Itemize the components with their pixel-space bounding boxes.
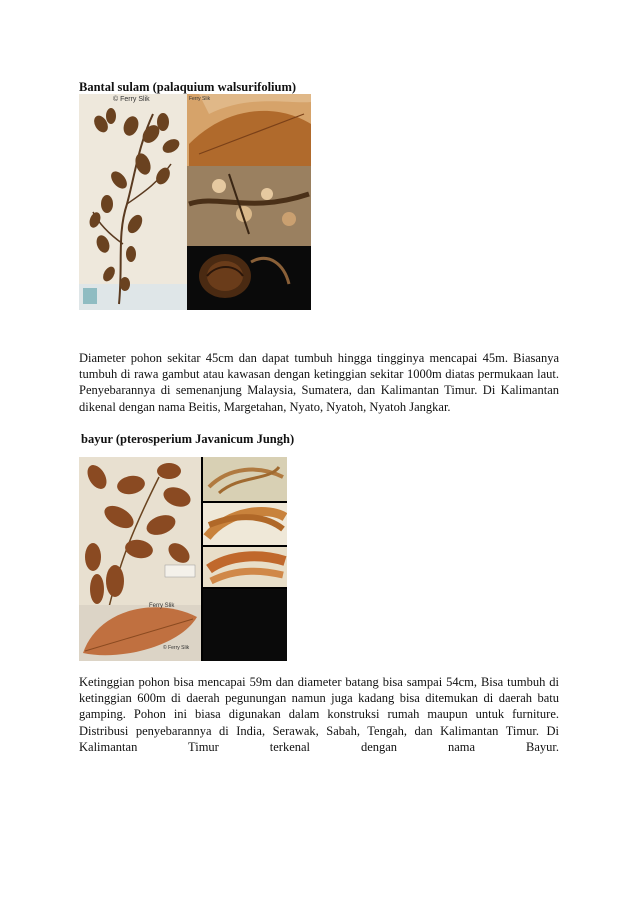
palaquium-specimen-figure — [79, 94, 311, 310]
section1-paragraph: Diameter pohon sekitar 45cm dan dapat tumbuh hingga tingginya mencapai 45m. Biasanya tumbuh di rawa gambut atau kawasan dengan ketinggian sekitar 1000m diatas permukaan laut. Penyebarannya di semenanjung Malaysia, Sumatera, dan Kalimantan Timur. Di Kalimantan dikenal dengan nama Beitis, Margetahan, Nyato, Nyatoh, Nyatoh Jangkar. — [79, 351, 559, 414]
pterospermum-specimen-illustration — [79, 457, 287, 661]
palaquium-specimen-illustration — [79, 94, 311, 310]
photo-credit: © Ferry Slik — [113, 96, 150, 103]
photo-credit-small: Ferry Slik — [189, 96, 211, 102]
section2-heading: bayur (pterosperium Javanicum Jungh) — [81, 432, 295, 446]
pterospermum-specimen-figure — [79, 457, 287, 661]
photo-credit: Ferry Slik — [149, 603, 175, 609]
section1-heading: Bantal sulam (palaquium walsurifolium) — [79, 80, 297, 94]
photo-credit-bottom: © Ferry Slik — [163, 645, 190, 651]
section2-paragraph: Ketinggian pohon bisa mencapai 59m dan diameter batang bisa sampai 54cm, Bisa tumbuh di ketinggian 600m di daerah pegunungan namun juga kadang bisa ditemukan di daerah batu gamping. Pohon ini biasa digunakan dalam konstruksi rumah maupun untuk furniture. Distribusi penyebarannya di India, Serawak, Sabah, Tengah, dan Kalimantan Timur. Di Kalimantan Timur terkenal dengan nama Bayur. — [79, 675, 559, 754]
